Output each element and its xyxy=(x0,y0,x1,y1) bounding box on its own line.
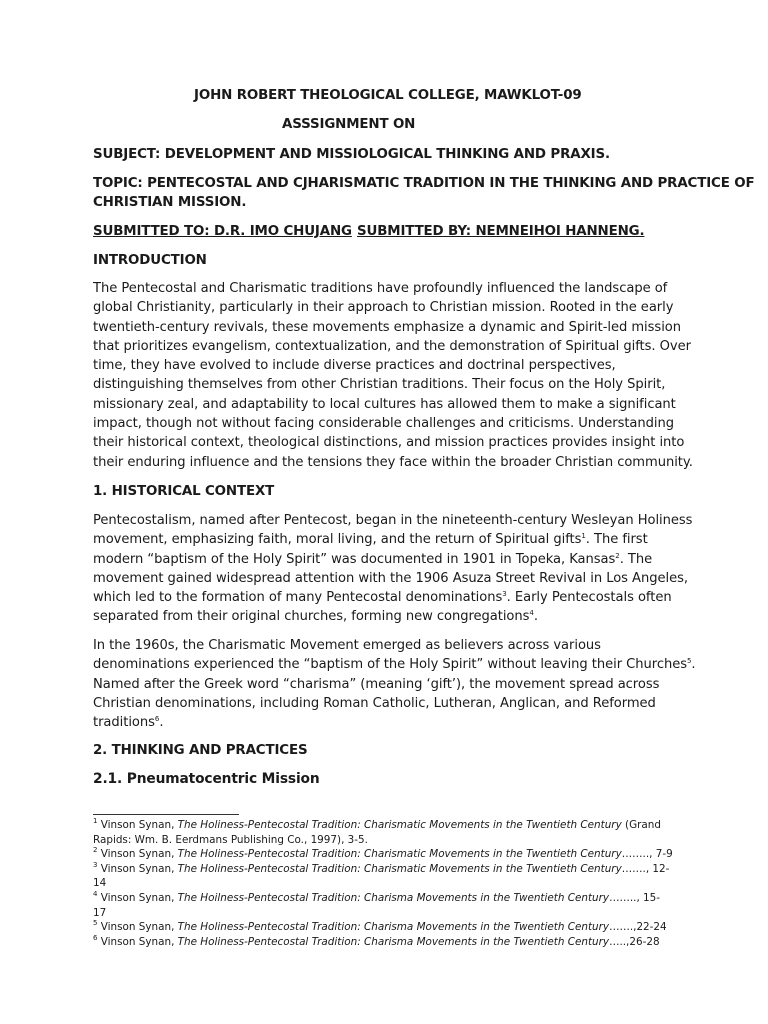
footnote: $^4$ Vinson Synan, The Hoilness-Pentecostal Tradition: Charisma Movements in the Twentieth Century…….., 15-17 xyxy=(93,889,661,919)
footnote: $^6$ Vinson Synan, The Holiness-Pentecostal Tradition: Charisma Movements in the Twentieth Century…..,26-28 xyxy=(93,933,660,948)
topic-line-2: CHRISTIAN MISSION. xyxy=(93,195,247,210)
footnote: $^3$ Vinson Synan, The Holiness-Pentecostal Tradition: Charismatic Movements in the Twentieth Century……., 12-14 xyxy=(93,860,670,890)
historical-paragraph-2 xyxy=(93,636,696,732)
introduction-heading: INTRODUCTION xyxy=(93,253,207,268)
intro-line: that prioritizes evangelism, contextualization, and the demonstration of Spiritual gifts. Over xyxy=(93,338,691,354)
paragraph-line: movement gained widespread attention with the 1906 Asuza Street Revival in Los Angeles, xyxy=(93,570,688,586)
paragraph-line: denominations experienced the “baptism of the Holy Spirit” without leaving their Churches$^5$. xyxy=(93,657,696,673)
intro-line: their enduring influence and the tensions they face within the broader Christian community. xyxy=(93,454,693,470)
intro-line: global Christianity, particularly in their approach to Christian mission. Rooted in the early xyxy=(93,300,674,316)
intro-line: missionary zeal, and adaptability to local cultures has allowed them to make a significant xyxy=(93,396,676,412)
footnote-ref[interactable]: 6 xyxy=(154,715,160,724)
intro-line: twentieth-century revivals, these movements emphasize a dynamic and Spirit-led mission xyxy=(93,319,681,335)
footnote: $^5$ Vinson Synan, The Holiness-Pentecostal Tradition: Charisma Movements in the Twentieth Century…….,22-24 xyxy=(93,919,667,934)
footnote-ref[interactable]: 3 xyxy=(502,590,507,599)
footnote-ref[interactable]: 1 xyxy=(581,532,586,541)
footnote: $^1$ Vinson Synan, The Holiness-Pentecostal Tradition: Charismatic Movements in the Twentieth Century (Grand Rapids: Wm. B. Eerdmans Publishing Co., 1997), 3-5. xyxy=(93,817,661,846)
paragraph-line: traditions$^6$. xyxy=(93,715,164,731)
intro-line: impact, though not without facing considerable challenges and criticisms. Understanding xyxy=(93,416,675,432)
paragraph-line: Named after the Greek word “charisma” (meaning ‘gift’), the movement spread across xyxy=(93,676,660,692)
submitted-to: SUBMITTED TO: D.R. IMO CHUJANG xyxy=(93,224,352,239)
footnote-ref[interactable]: 2 xyxy=(615,551,620,560)
footnote-separator xyxy=(93,814,239,815)
historical-paragraph-1 xyxy=(93,511,693,627)
intro-line: their historical context, theological distinctions, and mission practices provides insight into xyxy=(93,435,685,451)
submitted-by: SUBMITTED BY: NEMNEIHOI HANNENG. xyxy=(357,224,645,239)
introduction-paragraph xyxy=(93,279,693,472)
paragraph-line: movement, emphasizing faith, moral living, and the return of Spiritual gifts$^1$. The first xyxy=(93,532,648,548)
footnote-ref[interactable]: 4 xyxy=(529,609,534,618)
intro-line: time, they have evolved to include diverse practices and doctrinal perspectives, xyxy=(93,358,616,374)
topic-line-1: TOPIC: PENTECOSTAL AND CJHARISMATIC TRADITION IN THE THINKING AND PRACTICE OF xyxy=(93,176,755,191)
paragraph-line: Pentecostalism, named after Pentecost, began in the nineteenth-century Wesleyan Holiness xyxy=(93,513,693,528)
intro-line: distinguishing themselves from other Christian traditions. Their focus on the Holy Spirit, xyxy=(93,377,666,393)
historical-context-heading: 1. HISTORICAL CONTEXT xyxy=(93,484,275,499)
paragraph-line: modern “baptism of the Holy Spirit” was documented in 1901 in Topeka, Kansas$^2$. The xyxy=(93,551,653,567)
intro-line: The Pentecostal and Charismatic traditions have profoundly influenced the landscape of xyxy=(93,281,668,296)
pneumatocentric-heading: 2.1. Pneumatocentric Mission xyxy=(93,771,320,787)
paragraph-line: Christian denominations, including Roman Catholic, Lutheran, Anglican, and Reformed xyxy=(93,695,656,711)
subject-line: SUBJECT: DEVELOPMENT AND MISSIOLOGICAL THINKING AND PRAXIS. xyxy=(93,147,610,162)
college-name: JOHN ROBERT THEOLOGICAL COLLEGE, MAWKLOT-09 xyxy=(194,88,582,103)
paragraph-line: separated from their original churches, forming new congregations$^4$. xyxy=(93,609,538,625)
thinking-practices-heading: 2. THINKING AND PRACTICES xyxy=(93,743,308,758)
paragraph-line: In the 1960s, the Charismatic Movement emerged as believers across various xyxy=(93,638,601,653)
paragraph-line: which led to the formation of many Pentecostal denominations$^3$. Early Pentecostals often xyxy=(93,590,672,606)
assignment-heading: ASSSIGNMENT ON xyxy=(282,117,416,132)
footnote-ref[interactable]: 5 xyxy=(687,657,692,666)
footnote: $^2$ Vinson Synan, The Holiness-Pentecostal Tradition: Charismatic Movements in the Twentieth Century…….., 7-9 xyxy=(93,846,673,861)
footnotes xyxy=(93,818,673,949)
